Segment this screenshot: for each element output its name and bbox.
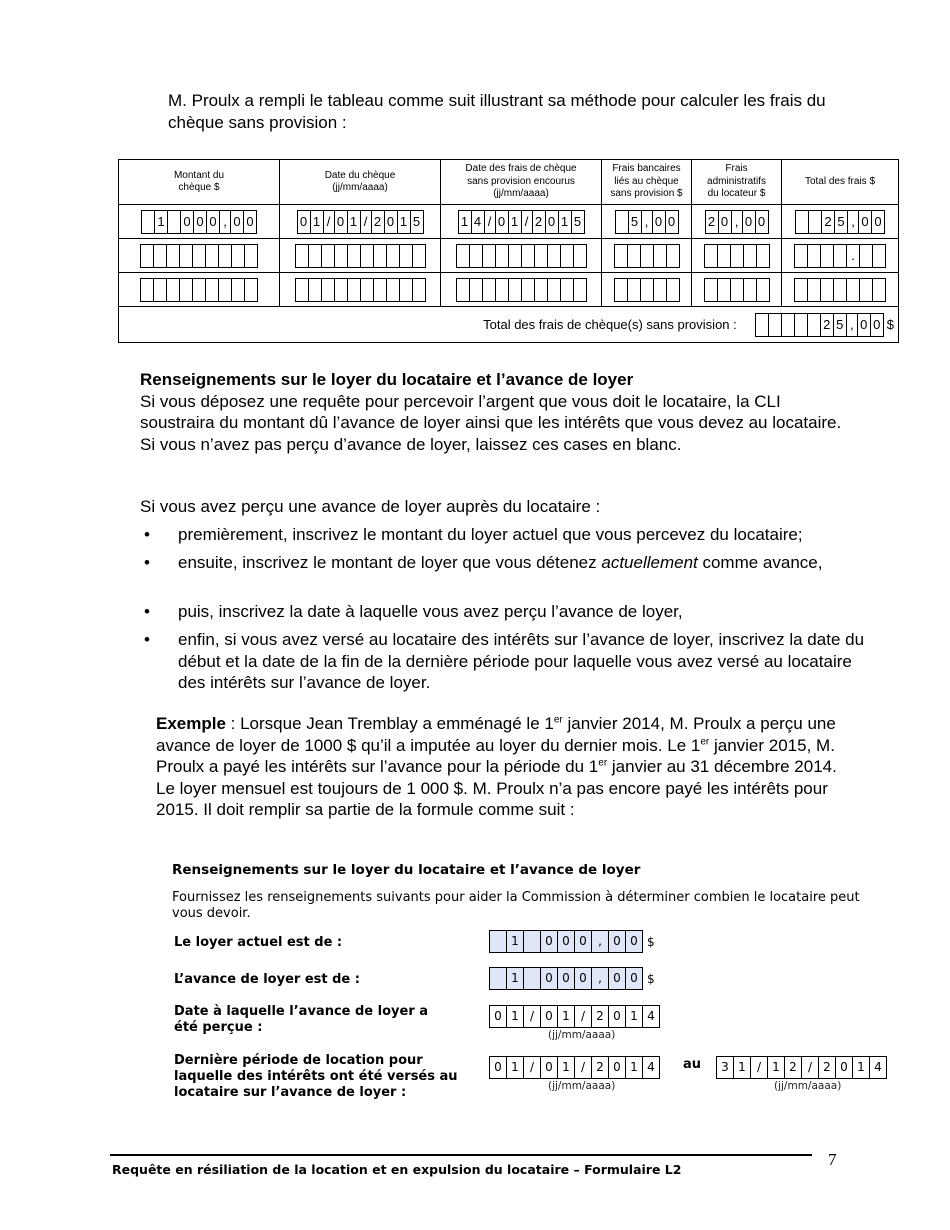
- digit-cell: 0: [835, 1056, 853, 1079]
- digit-cell: 0: [665, 210, 679, 234]
- form-description: Fournissez les renseignements suivants pour aider la Commission à déterminer combien le locataire peut vous devoir.: [172, 890, 860, 921]
- digit-cell: [653, 244, 667, 268]
- digit-cell: [495, 278, 509, 302]
- digit-cell: [399, 244, 413, 268]
- digit-cell: [244, 278, 258, 302]
- digit-cell: 0: [334, 210, 348, 234]
- digit-cell: [833, 278, 847, 302]
- digit-cell: /: [361, 210, 371, 234]
- digit-cell: [456, 278, 470, 302]
- digit-cell: /: [750, 1056, 768, 1079]
- digit-cell: 0: [540, 1056, 558, 1079]
- digit-cell: 0: [540, 1005, 558, 1028]
- digit-cell: [534, 278, 548, 302]
- digit-cell: [386, 278, 400, 302]
- digit-cell: [781, 313, 795, 337]
- digit-cell: [179, 244, 193, 268]
- digit-cell: ,: [732, 210, 742, 234]
- periode-fin-field[interactable]: [716, 1056, 887, 1079]
- header-total: Total des frais $: [782, 160, 899, 205]
- frais-bancaires-field[interactable]: [615, 210, 679, 234]
- digit-cell: [820, 244, 834, 268]
- date-percue-label: Date à laquelle l’avance de loyer a été perçue :: [174, 1004, 429, 1035]
- digit-cell: 1: [506, 1056, 524, 1079]
- digit-cell: [640, 244, 654, 268]
- digit-cell: 2: [591, 1005, 609, 1028]
- digit-cell: [489, 967, 507, 990]
- digit-cell: 0: [870, 313, 884, 337]
- digit-cell: [308, 244, 322, 268]
- digit-cell: [808, 210, 822, 234]
- digit-cell: 1: [557, 1005, 575, 1028]
- digit-cell: ,: [220, 210, 230, 234]
- digit-cell: 0: [625, 930, 643, 953]
- digit-cell: 0: [230, 210, 244, 234]
- digit-cell: [523, 967, 541, 990]
- digit-cell: [794, 244, 808, 268]
- digit-cell: 1: [558, 210, 572, 234]
- digit-cell: 0: [489, 1056, 507, 1079]
- montant-field[interactable]: [141, 210, 257, 234]
- digit-cell: 0: [608, 1005, 626, 1028]
- list-item: • puis, inscrivez la date à laquelle vous avez perçu l’avance de loyer,: [144, 602, 683, 621]
- digit-cell: [140, 244, 154, 268]
- digit-cell: [807, 244, 821, 268]
- digit-cell: 1: [852, 1056, 870, 1079]
- digit-cell: 0: [180, 210, 194, 234]
- digit-cell: [373, 244, 387, 268]
- digit-cell: [547, 278, 561, 302]
- nsf-fee-table: [118, 159, 899, 343]
- digit-cell: [469, 244, 483, 268]
- digit-cell: 4: [642, 1056, 660, 1079]
- digit-cell: [640, 278, 654, 302]
- digit-cell: [846, 278, 860, 302]
- digit-cell: [218, 244, 232, 268]
- digit-cell: 0: [540, 967, 558, 990]
- digit-cell: 5: [410, 210, 424, 234]
- digit-cell: [743, 278, 757, 302]
- digit-cell: [833, 244, 847, 268]
- digit-cell: 2: [820, 313, 834, 337]
- table-row: [119, 205, 899, 239]
- digit-cell: [614, 278, 628, 302]
- digit-cell: 1: [508, 210, 522, 234]
- digit-cell: ,: [591, 967, 609, 990]
- digit-cell: 0: [858, 210, 872, 234]
- example-paragraph: Exemple : Lorsque Jean Tremblay a emménagé le 1er janvier 2014, M. Proulx a perçu une avance de loyer de 1000 $ qu’il a imputée au loyer du dernier mois. Le 1er janvier 2015, M. Proulx a payé les intérêts sur l’avance pour la période du 1er janvier au 31 décembre 2014. Le loyer mensuel est toujours de 1 000 $. M. Proulx n’a pas encore payé les intérêts pour 2015. Il doit remplir sa partie de la formule comme suit :: [156, 714, 837, 819]
- currency-symbol: $: [886, 317, 894, 332]
- digit-cell: ,: [848, 210, 858, 234]
- digit-cell: [412, 278, 426, 302]
- digit-cell: [859, 278, 873, 302]
- digit-cell: /: [523, 1056, 541, 1079]
- digit-cell: [573, 244, 587, 268]
- digit-cell: [521, 278, 535, 302]
- frais-bancaires-field[interactable]: [614, 244, 680, 268]
- digit-cell: [205, 278, 219, 302]
- table-row: [119, 239, 899, 273]
- digit-cell: [295, 244, 309, 268]
- digit-cell: 5: [571, 210, 585, 234]
- footer-text: Requête en résiliation de la location et en expulsion du locataire – Formulaire L2: [112, 1162, 682, 1177]
- list-item: • enfin, si vous avez versé au locataire des intérêts sur l’avance de loyer, inscrivez la date du début et la date de la fin de la dernière période pour laquelle vous avez versé au locataire des intérêts sur l’avance de loyer.: [144, 630, 865, 692]
- date-format-hint: (jj/mm/aaaa): [548, 1080, 616, 1092]
- digit-cell: 5: [628, 210, 642, 234]
- section-title: Renseignements sur le loyer du locataire et l’avance de loyer: [140, 370, 634, 389]
- digit-cell: 0: [206, 210, 220, 234]
- digit-cell: 5: [833, 313, 847, 337]
- loyer-field[interactable]: 1 0 0 0 , 0 0 $: [489, 930, 655, 953]
- montant-field[interactable]: [140, 244, 258, 268]
- frais-admin-field[interactable]: [704, 244, 770, 268]
- digit-cell: 5: [834, 210, 848, 234]
- total-field[interactable]: [795, 210, 885, 234]
- digit-cell: [308, 278, 322, 302]
- digit-cell: 3: [716, 1056, 734, 1079]
- digit-cell: [795, 210, 809, 234]
- digit-cell: [717, 278, 731, 302]
- digit-cell: 0: [871, 210, 885, 234]
- header-date-frais: Date des frais de chèque sans provision encourus (jj/mm/aaaa): [441, 160, 602, 205]
- digit-cell: [166, 278, 180, 302]
- digit-cell: [373, 278, 387, 302]
- total-field[interactable]: [794, 244, 886, 268]
- digit-cell: /: [574, 1005, 592, 1028]
- digit-cell: [386, 244, 400, 268]
- digit-cell: [295, 278, 309, 302]
- digit-cell: [666, 278, 680, 302]
- digit-cell: [615, 210, 629, 234]
- au-label: au: [683, 1057, 702, 1072]
- digit-cell: [192, 278, 206, 302]
- digit-cell: 0: [574, 930, 592, 953]
- digit-cell: /: [523, 1005, 541, 1028]
- digit-cell: [573, 278, 587, 302]
- digit-cell: /: [485, 210, 495, 234]
- digit-cell: 0: [625, 967, 643, 990]
- digit-cell: [321, 244, 335, 268]
- digit-cell: 0: [652, 210, 666, 234]
- digit-cell: [627, 244, 641, 268]
- header-montant: Montant du chèque $: [119, 160, 280, 205]
- digit-cell: [756, 244, 770, 268]
- digit-cell: [482, 278, 496, 302]
- digit-cell: [244, 244, 258, 268]
- digit-cell: [743, 244, 757, 268]
- date-frais-field[interactable]: [458, 210, 585, 234]
- digit-cell: 0: [489, 1005, 507, 1028]
- digit-cell: 2: [821, 210, 835, 234]
- digit-cell: [730, 244, 744, 268]
- digit-cell: [179, 278, 193, 302]
- digit-cell: 0: [608, 967, 626, 990]
- digit-cell: 1: [625, 1005, 643, 1028]
- digit-cell: [794, 313, 808, 337]
- digit-cell: 0: [495, 210, 509, 234]
- digit-cell: [614, 244, 628, 268]
- digit-cell: 1: [767, 1056, 785, 1079]
- montant-field[interactable]: [140, 278, 258, 302]
- digit-cell: 0: [545, 210, 559, 234]
- digit-cell: [231, 278, 245, 302]
- digit-cell: [231, 244, 245, 268]
- digit-cell: [820, 278, 834, 302]
- digit-cell: ,: [591, 930, 609, 953]
- page-number: 7: [828, 1150, 837, 1169]
- digit-cell: 1: [310, 210, 324, 234]
- digit-cell: 2: [705, 210, 719, 234]
- frais-admin-field[interactable]: [705, 210, 769, 234]
- digit-cell: 2: [371, 210, 385, 234]
- digit-cell: 2: [784, 1056, 802, 1079]
- periode-label: Dernière période de location pour laquelle des intérêts ont été versés au locataire sur l’avance de loyer :: [174, 1053, 458, 1100]
- digit-cell: [768, 313, 782, 337]
- digit-cell: [205, 244, 219, 268]
- digit-cell: [872, 244, 886, 268]
- list-item: • premièrement, inscrivez le montant du loyer actuel que vous percevez du locataire;: [144, 525, 803, 544]
- digit-cell: 4: [471, 210, 485, 234]
- digit-cell: [347, 278, 361, 302]
- digit-cell: [560, 278, 574, 302]
- table-row: [119, 273, 899, 307]
- digit-cell: 1: [506, 967, 524, 990]
- digit-cell: [755, 313, 769, 337]
- digit-cell: 0: [193, 210, 207, 234]
- digit-cell: [456, 244, 470, 268]
- digit-cell: 1: [625, 1056, 643, 1079]
- digit-cell: [794, 278, 808, 302]
- digit-cell: [166, 244, 180, 268]
- total-field[interactable]: [794, 278, 886, 302]
- digit-cell: .: [846, 244, 860, 268]
- digit-cell: [347, 244, 361, 268]
- digit-cell: [334, 278, 348, 302]
- loyer-label: Le loyer actuel est de :: [174, 935, 343, 950]
- digit-cell: [717, 244, 731, 268]
- date-frais-field[interactable]: [456, 278, 587, 302]
- date-cheque-field[interactable]: [297, 210, 424, 234]
- digit-cell: [756, 278, 770, 302]
- digit-cell: [360, 278, 374, 302]
- avance-label: L’avance de loyer est de :: [174, 972, 360, 987]
- date-cheque-field[interactable]: [295, 278, 426, 302]
- digit-cell: [704, 244, 718, 268]
- digit-cell: [508, 244, 522, 268]
- lead-text: Si vous avez perçu une avance de loyer auprès du locataire :: [140, 497, 601, 516]
- section-body: Si vous déposez une requête pour percevoir l’argent que vous doit le locataire, la CLI soustraira du montant dû l’avance de loyer ainsi que les intérêts que vous devez au locataire. Si vous n’avez pas perçu d’avance de loyer, laissez ces cases en blanc.: [140, 391, 842, 454]
- digit-cell: 0: [540, 930, 558, 953]
- digit-cell: [167, 210, 181, 234]
- digit-cell: 0: [857, 313, 871, 337]
- digit-cell: [489, 930, 507, 953]
- digit-cell: 0: [742, 210, 756, 234]
- digit-cell: 1: [557, 1056, 575, 1079]
- avance-field[interactable]: 1 0 0 0 , 0 0 $: [489, 967, 655, 990]
- total-label: Total des frais de chèque(s) sans provision :: [483, 317, 737, 332]
- digit-cell: 0: [608, 930, 626, 953]
- digit-cell: [653, 278, 667, 302]
- digit-cell: 1: [397, 210, 411, 234]
- digit-cell: 0: [557, 930, 575, 953]
- example-form: [172, 862, 882, 922]
- digit-cell: [859, 244, 873, 268]
- date-format-hint: (jj/mm/aaaa): [774, 1080, 842, 1092]
- digit-cell: [534, 244, 548, 268]
- rent-section: [140, 369, 860, 455]
- digit-cell: [521, 244, 535, 268]
- digit-cell: 0: [384, 210, 398, 234]
- digit-cell: 4: [869, 1056, 887, 1079]
- digit-cell: [523, 930, 541, 953]
- digit-cell: [469, 278, 483, 302]
- digit-cell: 1: [733, 1056, 751, 1079]
- digit-cell: 1: [347, 210, 361, 234]
- digit-cell: 2: [591, 1056, 609, 1079]
- digit-cell: [192, 244, 206, 268]
- digit-cell: 1: [506, 930, 524, 953]
- digit-cell: 0: [574, 967, 592, 990]
- grand-total-field[interactable]: [755, 313, 884, 337]
- digit-cell: [872, 278, 886, 302]
- digit-cell: 2: [818, 1056, 836, 1079]
- list-item: • ensuite, inscrivez le montant de loyer que vous détenez actuellement comme avance,: [144, 553, 823, 572]
- digit-cell: [399, 278, 413, 302]
- digit-cell: 0: [297, 210, 311, 234]
- digit-cell: 4: [642, 1005, 660, 1028]
- digit-cell: 1: [458, 210, 472, 234]
- footer-rule: [110, 1154, 812, 1156]
- digit-cell: 0: [718, 210, 732, 234]
- digit-cell: [627, 278, 641, 302]
- digit-cell: /: [574, 1056, 592, 1079]
- digit-cell: [334, 244, 348, 268]
- digit-cell: [153, 244, 167, 268]
- digit-cell: 1: [154, 210, 168, 234]
- date-format-hint: (jj/mm/aaaa): [548, 1029, 616, 1041]
- header-frais-admin: Frais administratifs du locateur $: [692, 160, 782, 205]
- periode-debut-field[interactable]: [489, 1056, 660, 1079]
- digit-cell: [560, 244, 574, 268]
- digit-cell: [495, 244, 509, 268]
- digit-cell: 1: [506, 1005, 524, 1028]
- digit-cell: [482, 244, 496, 268]
- digit-cell: [704, 278, 718, 302]
- digit-cell: [547, 244, 561, 268]
- digit-cell: /: [522, 210, 532, 234]
- digit-cell: [321, 278, 335, 302]
- date-cheque-field[interactable]: [295, 244, 426, 268]
- date-frais-field[interactable]: [456, 244, 587, 268]
- form-title: Renseignements sur le loyer du locataire et l’avance de loyer: [172, 862, 641, 878]
- header-date-cheque: Date du chèque (jj/mm/aaaa): [280, 160, 441, 205]
- digit-cell: [360, 244, 374, 268]
- digit-cell: /: [801, 1056, 819, 1079]
- digit-cell: [218, 278, 232, 302]
- digit-cell: 0: [755, 210, 769, 234]
- digit-cell: ,: [847, 313, 857, 337]
- digit-cell: 0: [557, 967, 575, 990]
- digit-cell: [807, 313, 821, 337]
- header-frais-bancaires: Frais bancaires liés au chèque sans provision $: [602, 160, 692, 205]
- digit-cell: 2: [532, 210, 546, 234]
- digit-cell: [730, 278, 744, 302]
- digit-cell: [140, 278, 154, 302]
- digit-cell: 0: [608, 1056, 626, 1079]
- digit-cell: 0: [243, 210, 257, 234]
- date-percue-field[interactable]: [489, 1005, 660, 1028]
- digit-cell: [508, 278, 522, 302]
- digit-cell: [807, 278, 821, 302]
- digit-cell: ,: [642, 210, 652, 234]
- digit-cell: [666, 244, 680, 268]
- frais-bancaires-field[interactable]: [614, 278, 680, 302]
- digit-cell: [412, 244, 426, 268]
- digit-cell: [141, 210, 155, 234]
- digit-cell: /: [324, 210, 334, 234]
- intro-paragraph: M. Proulx a rempli le tableau comme suit illustrant sa méthode pour calculer les frais du chèque sans provision :: [168, 91, 826, 132]
- frais-admin-field[interactable]: [704, 278, 770, 302]
- digit-cell: [153, 278, 167, 302]
